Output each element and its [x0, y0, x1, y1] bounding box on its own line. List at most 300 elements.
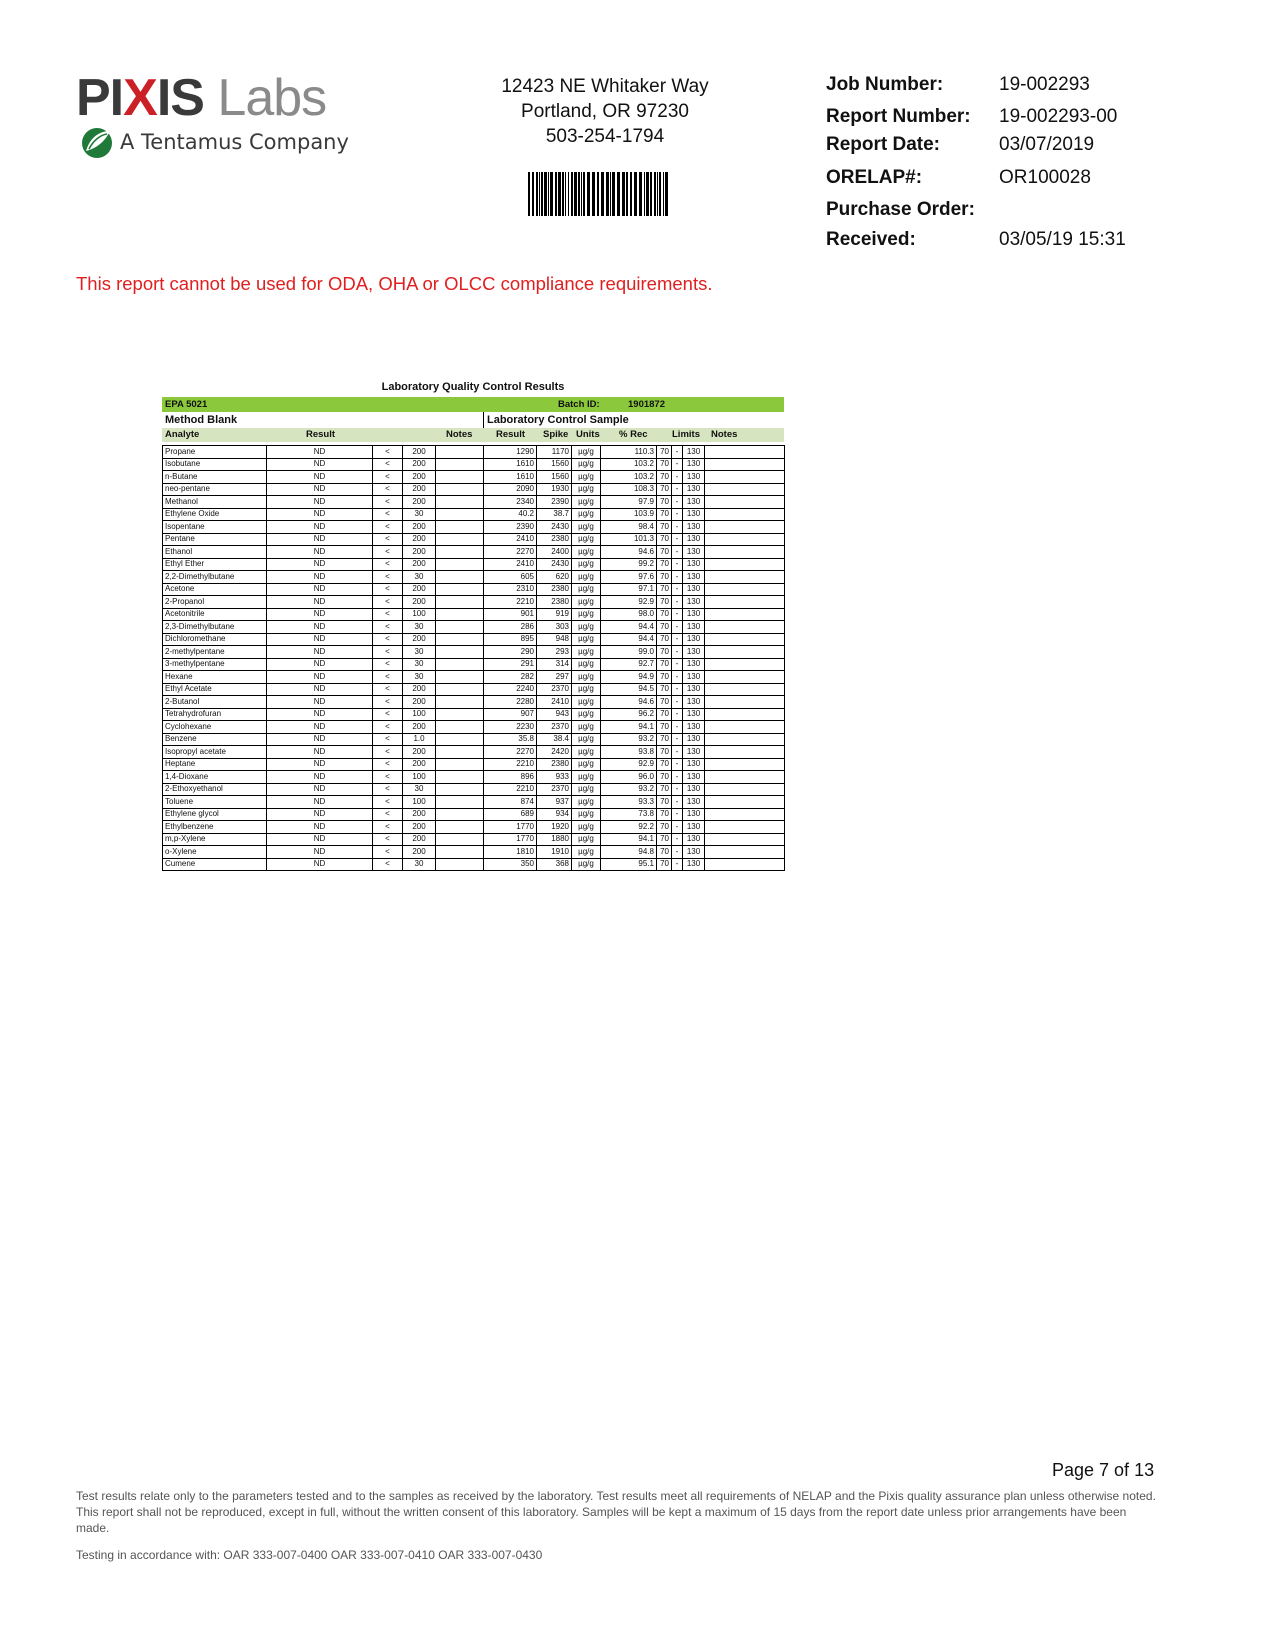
lcs-notes-cell: [705, 621, 785, 634]
lcs-notes-cell: [705, 533, 785, 546]
address-phone: 503-254-1794: [545, 126, 665, 147]
lcs-result-cell: 907: [484, 708, 537, 721]
result-cell: ND: [267, 508, 373, 521]
analyte-cell: Cyclohexane: [163, 721, 267, 734]
lcs-notes-cell: [705, 771, 785, 784]
barcode-bar: [555, 172, 557, 216]
limit-high-cell: 130: [683, 608, 705, 621]
lcs-result-cell: 2410: [484, 558, 537, 571]
reporting-limit-cell: 200: [403, 808, 436, 821]
qualifier-cell: <: [373, 471, 403, 484]
recovery-cell: 94.6: [601, 546, 657, 559]
limit-high-cell: 130: [683, 621, 705, 634]
testing-statement: Testing in accordance with: OAR 333-007-0400 OAR 333-007-0410 OAR 333-007-0430: [76, 1548, 543, 1562]
qualifier-cell: <: [373, 533, 403, 546]
limit-high-cell: 130: [683, 771, 705, 784]
qualifier-cell: <: [373, 833, 403, 846]
header-spike: Spike: [543, 429, 569, 440]
limit-low-cell: 70: [657, 858, 672, 871]
limit-high-cell: 130: [683, 658, 705, 671]
table-row: [163, 796, 785, 809]
limit-dash-cell: -: [672, 683, 683, 696]
meta-label: Job Number:: [826, 74, 944, 95]
lcs-notes-cell: [705, 571, 785, 584]
table-row: [163, 846, 785, 859]
reporting-limit-cell: 200: [403, 471, 436, 484]
limit-high-cell: 130: [683, 496, 705, 509]
limit-low-cell: 70: [657, 571, 672, 584]
limit-low-cell: 70: [657, 833, 672, 846]
lcs-notes-cell: [705, 646, 785, 659]
table-row: [163, 508, 785, 521]
limit-high-cell: 130: [683, 596, 705, 609]
logo-tagline-row: [80, 122, 349, 162]
spike-cell: 2390: [537, 496, 572, 509]
analyte-cell: Methanol: [163, 496, 267, 509]
result-cell: ND: [267, 833, 373, 846]
table-row: [163, 708, 785, 721]
table-row: [163, 621, 785, 634]
lcs-notes-cell: [705, 783, 785, 796]
header-rec: % Rec: [619, 429, 648, 440]
limit-dash-cell: -: [672, 508, 683, 521]
limit-dash-cell: -: [672, 521, 683, 534]
barcode-bar: [617, 172, 620, 216]
notes-cell: [436, 683, 484, 696]
barcode-bar: [622, 172, 625, 216]
spike-cell: 2380: [537, 758, 572, 771]
analyte-cell: 2-Butanol: [163, 696, 267, 709]
notes-cell: [436, 696, 484, 709]
units-cell: µg/g: [572, 671, 601, 684]
qualifier-cell: <: [373, 733, 403, 746]
qualifier-cell: <: [373, 621, 403, 634]
qualifier-cell: <: [373, 571, 403, 584]
limit-high-cell: 130: [683, 558, 705, 571]
result-cell: ND: [267, 796, 373, 809]
table-row: [163, 858, 785, 871]
recovery-cell: 93.2: [601, 733, 657, 746]
lcs-notes-cell: [705, 733, 785, 746]
reporting-limit-cell: 30: [403, 621, 436, 634]
lcs-result-cell: 689: [484, 808, 537, 821]
units-cell: µg/g: [572, 771, 601, 784]
spike-cell: 937: [537, 796, 572, 809]
lcs-notes-cell: [705, 808, 785, 821]
barcode-bar: [571, 172, 573, 216]
limit-low-cell: 70: [657, 608, 672, 621]
notes-cell: [436, 483, 484, 496]
spike-cell: 933: [537, 771, 572, 784]
limit-high-cell: 130: [683, 483, 705, 496]
limit-dash-cell: -: [672, 583, 683, 596]
spike-cell: 620: [537, 571, 572, 584]
limit-dash-cell: -: [672, 671, 683, 684]
limit-low-cell: 70: [657, 446, 672, 459]
lcs-notes-cell: [705, 671, 785, 684]
units-cell: µg/g: [572, 646, 601, 659]
limit-high-cell: 130: [683, 733, 705, 746]
limit-dash-cell: -: [672, 821, 683, 834]
limit-dash-cell: -: [672, 796, 683, 809]
header-lcs-result: Result: [496, 429, 526, 440]
limit-high-cell: 130: [683, 446, 705, 459]
reporting-limit-cell: 30: [403, 571, 436, 584]
spike-cell: 2400: [537, 546, 572, 559]
batch-label: Batch ID:: [558, 399, 600, 410]
meta-label: ORELAP#:: [826, 167, 923, 188]
analyte-cell: n-Butane: [163, 471, 267, 484]
lcs-notes-cell: [705, 796, 785, 809]
qc-results: [162, 397, 784, 871]
limit-dash-cell: -: [672, 608, 683, 621]
notes-cell: [436, 571, 484, 584]
barcode-bar: [544, 172, 547, 216]
spike-cell: 2380: [537, 533, 572, 546]
reporting-limit-cell: 200: [403, 546, 436, 559]
units-cell: µg/g: [572, 483, 601, 496]
spike-cell: 948: [537, 633, 572, 646]
limit-dash-cell: -: [672, 446, 683, 459]
reporting-limit-cell: 30: [403, 858, 436, 871]
limit-low-cell: 70: [657, 696, 672, 709]
analyte-cell: Isopentane: [163, 521, 267, 534]
recovery-cell: 95.1: [601, 858, 657, 871]
units-cell: µg/g: [572, 496, 601, 509]
qualifier-cell: <: [373, 758, 403, 771]
table-row: [163, 721, 785, 734]
lcs-notes-cell: [705, 833, 785, 846]
meta-label: Report Number:: [826, 106, 971, 127]
notes-cell: [436, 583, 484, 596]
spike-cell: 293: [537, 646, 572, 659]
units-cell: µg/g: [572, 608, 601, 621]
barcode-bar: [581, 172, 582, 216]
reporting-limit-cell: 200: [403, 846, 436, 859]
reporting-limit-cell: 1.0: [403, 733, 436, 746]
recovery-cell: 94.4: [601, 633, 657, 646]
barcode-bar: [565, 172, 566, 216]
qualifier-cell: <: [373, 608, 403, 621]
result-cell: ND: [267, 483, 373, 496]
lcs-result-cell: 896: [484, 771, 537, 784]
meta-value: 19-002293-00: [999, 106, 1118, 127]
batch-id: 1901872: [628, 399, 665, 410]
analyte-cell: 3-methylpentane: [163, 658, 267, 671]
limit-low-cell: 70: [657, 758, 672, 771]
limit-dash-cell: -: [672, 696, 683, 709]
notes-cell: [436, 746, 484, 759]
qualifier-cell: <: [373, 446, 403, 459]
lcs-result-cell: 2270: [484, 546, 537, 559]
limit-dash-cell: -: [672, 546, 683, 559]
table-row: [163, 608, 785, 621]
spike-cell: 2370: [537, 683, 572, 696]
limit-low-cell: 70: [657, 583, 672, 596]
limit-low-cell: 70: [657, 708, 672, 721]
reporting-limit-cell: 200: [403, 683, 436, 696]
table-row: [163, 833, 785, 846]
barcode-bar: [541, 172, 543, 216]
qualifier-cell: <: [373, 796, 403, 809]
lcs-result-cell: 2210: [484, 758, 537, 771]
limit-low-cell: 70: [657, 596, 672, 609]
qualifier-cell: <: [373, 683, 403, 696]
lcs-notes-cell: [705, 683, 785, 696]
qualifier-cell: <: [373, 508, 403, 521]
lcs-notes-cell: [705, 746, 785, 759]
notes-cell: [436, 608, 484, 621]
recovery-cell: 73.8: [601, 808, 657, 821]
units-cell: µg/g: [572, 621, 601, 634]
limit-low-cell: 70: [657, 821, 672, 834]
result-cell: ND: [267, 546, 373, 559]
qualifier-cell: <: [373, 546, 403, 559]
limit-dash-cell: -: [672, 533, 683, 546]
qualifier-cell: <: [373, 858, 403, 871]
column-headers: [162, 428, 784, 442]
analyte-cell: Tetrahydrofuran: [163, 708, 267, 721]
lcs-notes-cell: [705, 583, 785, 596]
logo-text-is: IS: [156, 69, 204, 127]
analyte-cell: Ethyl Ether: [163, 558, 267, 571]
barcode-bar: [634, 172, 637, 216]
barcode-bar: [558, 172, 561, 216]
lcs-notes-cell: [705, 708, 785, 721]
barcode-bar: [536, 172, 538, 216]
compliance-warning: This report cannot be used for ODA, OHA or OLCC compliance requirements.: [76, 273, 713, 294]
notes-cell: [436, 621, 484, 634]
lcs-result-cell: 1770: [484, 833, 537, 846]
limit-low-cell: 70: [657, 558, 672, 571]
barcode-bar: [639, 172, 642, 216]
table-row: [163, 633, 785, 646]
units-cell: µg/g: [572, 808, 601, 821]
limit-dash-cell: -: [672, 633, 683, 646]
limit-low-cell: 70: [657, 521, 672, 534]
lcs-notes-cell: [705, 721, 785, 734]
lcs-notes-cell: [705, 821, 785, 834]
notes-cell: [436, 821, 484, 834]
limit-high-cell: 130: [683, 796, 705, 809]
barcode-bar: [583, 172, 585, 216]
spike-cell: 934: [537, 808, 572, 821]
notes-cell: [436, 521, 484, 534]
limit-high-cell: 130: [683, 508, 705, 521]
table-row: [163, 533, 785, 546]
reporting-limit-cell: 100: [403, 771, 436, 784]
limit-dash-cell: -: [672, 496, 683, 509]
analyte-cell: Ethanol: [163, 546, 267, 559]
analyte-cell: Acetonitrile: [163, 608, 267, 621]
method-blank-label: Method Blank: [165, 414, 238, 426]
analyte-cell: 1,4-Dioxane: [163, 771, 267, 784]
notes-cell: [436, 808, 484, 821]
recovery-cell: 92.9: [601, 758, 657, 771]
barcode-bar: [568, 172, 569, 216]
spike-cell: 1880: [537, 833, 572, 846]
limit-dash-cell: -: [672, 783, 683, 796]
limit-low-cell: 70: [657, 633, 672, 646]
qc-table: [162, 445, 785, 871]
recovery-cell: 94.1: [601, 721, 657, 734]
limit-dash-cell: -: [672, 458, 683, 471]
barcode-bar: [548, 172, 549, 216]
result-cell: ND: [267, 758, 373, 771]
lcs-notes-cell: [705, 658, 785, 671]
notes-cell: [436, 596, 484, 609]
analyte-cell: 2,3-Dimethylbutane: [163, 621, 267, 634]
table-row: [163, 683, 785, 696]
table-row: [163, 646, 785, 659]
spike-cell: 314: [537, 658, 572, 671]
analyte-cell: Benzene: [163, 733, 267, 746]
table-row: [163, 783, 785, 796]
units-cell: µg/g: [572, 758, 601, 771]
limit-dash-cell: -: [672, 658, 683, 671]
limit-dash-cell: -: [672, 758, 683, 771]
table-row: [163, 558, 785, 571]
limit-high-cell: 130: [683, 683, 705, 696]
lcs-result-cell: 1610: [484, 458, 537, 471]
table-row: [163, 471, 785, 484]
spike-cell: 1930: [537, 483, 572, 496]
qualifier-cell: <: [373, 808, 403, 821]
logo-text-labs: Labs: [217, 69, 327, 127]
meta-value: OR100028: [999, 167, 1091, 188]
limit-dash-cell: -: [672, 846, 683, 859]
units-cell: µg/g: [572, 446, 601, 459]
barcode-bar: [646, 172, 649, 216]
limit-dash-cell: -: [672, 621, 683, 634]
limit-high-cell: 130: [683, 533, 705, 546]
barcode-bar: [587, 172, 590, 216]
logo-text-x: X: [123, 69, 157, 127]
result-cell: ND: [267, 808, 373, 821]
limit-high-cell: 130: [683, 808, 705, 821]
units-cell: µg/g: [572, 658, 601, 671]
barcode-bar: [601, 172, 604, 216]
reporting-limit-cell: 100: [403, 796, 436, 809]
lcs-notes-cell: [705, 858, 785, 871]
barcode-bar: [663, 172, 664, 216]
qualifier-cell: <: [373, 496, 403, 509]
units-cell: µg/g: [572, 521, 601, 534]
recovery-cell: 92.9: [601, 596, 657, 609]
lcs-result-cell: 2240: [484, 683, 537, 696]
analyte-cell: Ethylene glycol: [163, 808, 267, 821]
result-cell: ND: [267, 596, 373, 609]
notes-cell: [436, 671, 484, 684]
table-row: [163, 771, 785, 784]
result-cell: ND: [267, 671, 373, 684]
qualifier-cell: <: [373, 596, 403, 609]
barcode-bar: [657, 172, 658, 216]
reporting-limit-cell: 200: [403, 833, 436, 846]
limit-low-cell: 70: [657, 796, 672, 809]
reporting-limit-cell: 200: [403, 496, 436, 509]
lcs-notes-cell: [705, 608, 785, 621]
table-row: [163, 583, 785, 596]
table-row: [163, 546, 785, 559]
table-row: [163, 596, 785, 609]
lcs-notes-cell: [705, 496, 785, 509]
notes-cell: [436, 758, 484, 771]
limit-dash-cell: -: [672, 771, 683, 784]
recovery-cell: 110.3: [601, 446, 657, 459]
reporting-limit-cell: 200: [403, 558, 436, 571]
notes-cell: [436, 796, 484, 809]
reporting-limit-cell: 200: [403, 583, 436, 596]
header-lcs-notes: Notes: [711, 429, 738, 440]
table-row: [163, 458, 785, 471]
spike-cell: 38.7: [537, 508, 572, 521]
result-cell: ND: [267, 746, 373, 759]
header-result: Result: [306, 429, 336, 440]
result-cell: ND: [267, 733, 373, 746]
units-cell: µg/g: [572, 833, 601, 846]
tentamus-leaf-icon: [80, 125, 114, 159]
limit-dash-cell: -: [672, 558, 683, 571]
spike-cell: 1170: [537, 446, 572, 459]
analyte-cell: Isopropyl acetate: [163, 746, 267, 759]
limit-high-cell: 130: [683, 633, 705, 646]
table-row: [163, 733, 785, 746]
meta-label: Report Date:: [826, 134, 941, 155]
meta-value: 19-002293: [999, 74, 1090, 95]
recovery-cell: 92.2: [601, 821, 657, 834]
table-row: [163, 758, 785, 771]
qualifier-cell: <: [373, 696, 403, 709]
table-row: [163, 671, 785, 684]
limit-dash-cell: -: [672, 721, 683, 734]
reporting-limit-cell: 200: [403, 696, 436, 709]
reporting-limit-cell: 30: [403, 646, 436, 659]
lcs-result-cell: 290: [484, 646, 537, 659]
table-row: [163, 658, 785, 671]
limit-high-cell: 130: [683, 821, 705, 834]
notes-cell: [436, 708, 484, 721]
limit-low-cell: 70: [657, 733, 672, 746]
recovery-cell: 93.3: [601, 796, 657, 809]
notes-cell: [436, 858, 484, 871]
lcs-result-cell: 1290: [484, 446, 537, 459]
lcs-notes-cell: [705, 546, 785, 559]
limit-high-cell: 130: [683, 471, 705, 484]
result-cell: ND: [267, 583, 373, 596]
barcode-image: [528, 172, 668, 216]
logo-text-pi: PI: [76, 69, 124, 127]
reporting-limit-cell: 200: [403, 521, 436, 534]
reporting-limit-cell: 200: [403, 721, 436, 734]
logo-tagline: A Tentamus Company: [120, 130, 349, 154]
result-cell: ND: [267, 446, 373, 459]
barcode-bar: [539, 172, 540, 216]
lcs-result-cell: 2340: [484, 496, 537, 509]
units-cell: µg/g: [572, 696, 601, 709]
analyte-cell: m,p-Xylene: [163, 833, 267, 846]
table-row: [163, 446, 785, 459]
qualifier-cell: <: [373, 671, 403, 684]
lcs-result-cell: 2410: [484, 533, 537, 546]
limit-low-cell: 70: [657, 846, 672, 859]
result-cell: ND: [267, 771, 373, 784]
reporting-limit-cell: 30: [403, 508, 436, 521]
barcode-bar: [612, 172, 615, 216]
units-cell: µg/g: [572, 721, 601, 734]
recovery-cell: 93.2: [601, 783, 657, 796]
recovery-cell: 101.3: [601, 533, 657, 546]
